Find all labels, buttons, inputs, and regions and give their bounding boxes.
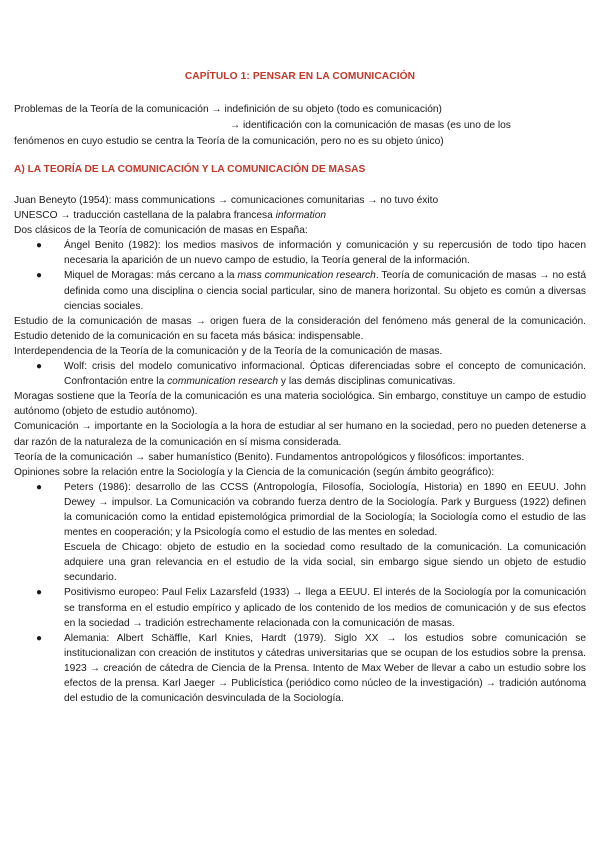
- bullet-list: [14, 238, 586, 313]
- list-item-text: Peters (1986): desarrollo de las CCSS (Antropología, Filosofía, Sociología, Historia) en 1890 en EEUU. John Dewey → impulsor. La Comunicación va cobrando fuerza dentro de la Sociología. Park y Burguess (1922) definen la comunicación como la entidad epistemológica primordial de la Sociología; la Sociología como el estudio de las mentes en cooperación; y la Psicología como el estudio de las mentes en soledad.: [64, 481, 586, 539]
- paragraph: Comunicación → importante en la Sociología a la hora de estudiar al ser humano en la sociedad, pero no pueden detenerse a dar razón de la naturaleza de la comunicación en sí misma considerada.: [14, 421, 586, 448]
- paragraph: Teoría de la comunicación → saber humanístico (Benito). Fundamentos antropológicos y filosóficos: importantes.: [14, 451, 525, 463]
- paragraph: Dos clásicos de la Teoría de comunicación de masas en España:: [14, 225, 308, 237]
- bullet-icon: ●: [36, 270, 43, 282]
- intro-line: → identificación con la comunicación de masas (es uno de los: [230, 120, 511, 131]
- list-item: [14, 359, 586, 389]
- bullet-icon: ●: [36, 587, 43, 599]
- list-item: [14, 631, 586, 706]
- intro-line: fenómenos en cuyo estudio se centra la Teoría de la comunicación, pero no es su objeto único): [14, 136, 444, 147]
- list-item: [14, 585, 586, 630]
- emphasis: mass communication research: [237, 270, 376, 282]
- body-text: [14, 193, 586, 706]
- paragraph: Opiniones sobre la relación entre la Sociología y la Ciencia de la comunicación (según ámbito geográfico):: [14, 466, 495, 478]
- list-item: [14, 268, 586, 313]
- bullet-list: [14, 359, 586, 389]
- intro-block: [14, 102, 586, 150]
- list-item: [14, 480, 586, 540]
- emphasis: information: [275, 210, 327, 222]
- paragraph: [14, 208, 586, 223]
- list-item: [14, 238, 586, 268]
- text-run: UNESCO → traducción castellana de la palabra francesa: [14, 210, 276, 222]
- list-sub-paragraph: Escuela de Chicago: objeto de estudio en la sociedad como resultado de la comunicación. La comunicación adquiere una gran relevancia en el estudio de la vida social, sin embargo sigue siendo un objeto de estudio secundario.: [64, 542, 586, 584]
- list-item-text: Alemania: Albert Schäffle, Karl Knies, Hardt (1979). Siglo XX → los estudios sobre comunicación se institucionalizan con creación de institutos y cátedras universitarias que se ocupan de los estudios sobre la prensa. 1923 → creación de cátedra de Ciencia de la Prensa. Intento de Max Weber de llevar a cabo un estudio sobre los efectos de la prensa. Karl Jaeger → Publicística (periódico como núcleo de la investigación) → tradición autónoma del estudio de la comunicación desvinculada de la Sociología.: [64, 632, 586, 705]
- list-item-text: . Teoría de comunicación de masas → no está definida como una disciplina o ciencia social particular, sino de manera horizontal. Su objeto es común a diversas ciencias sociales.: [64, 270, 586, 312]
- emphasis: communication research: [167, 376, 279, 388]
- list-item-text: Positivismo europeo: Paul Felix Lazarsfeld (1933) → llega a EEUU. El interés de la Sociología por la comunicación se transforma en el estudio empírico y aplicado de los contenido de los medios de comunicación y de sus efectos en la sociedad → tradición estrechamente relacionada con la comunicación de masas.: [64, 587, 586, 629]
- list-item-text: Miquel de Moragas: más cercano a la: [64, 270, 238, 282]
- bullet-icon: ●: [36, 481, 43, 493]
- paragraph: Juan Beneyto (1954): mass communications → comunicaciones comunitarias → no tuvo éxito: [14, 195, 439, 206]
- list-item-text: Wolf: crisis del modelo comunicativo informacional. Ópticas diferenciadas sobre el concepto de comunicación. Confrontación entre la: [64, 361, 586, 388]
- chapter-title: CAPÍTULO 1: PENSAR EN LA COMUNICACIÓN: [184, 71, 416, 82]
- bullet-list: [14, 480, 586, 540]
- list-item-text: Ángel Benito (1982): los medios masivos de información y comunicación y su repercusión de todo tipo hacen necesaria la aparición de un nuevo campo de estudio, la Teoría general de la información.: [64, 240, 586, 267]
- list-item-text: y las demás disciplinas comunicativas.: [278, 376, 456, 388]
- bullet-icon: ●: [36, 361, 43, 373]
- bullet-list: [14, 585, 586, 706]
- paragraph: Moragas sostiene que la Teoría de la comunicación es una materia sociológica. Sin embargo, constituye un campo de estudio autónomo (objeto de estudio autónomo).: [14, 391, 586, 418]
- bullet-icon: ●: [36, 632, 43, 644]
- paragraph: Estudio de la comunicación de masas → origen fuera de la consideración del fenómeno más general de la comunicación. Estudio detenido de la comunicación en su faceta más básica: indispensable.: [14, 315, 586, 342]
- intro-line: Problemas de la Teoría de la comunicación → indefinición de su objeto (todo es comunicación): [14, 104, 442, 115]
- paragraph: Interdependencia de la Teoría de la comunicación y de la Teoría de la comunicación de masas.: [14, 345, 443, 357]
- section-heading: A) LA TEORÍA DE LA COMUNICACIÓN Y LA COMUNICACIÓN DE MASAS: [14, 164, 366, 175]
- bullet-icon: ●: [36, 240, 43, 252]
